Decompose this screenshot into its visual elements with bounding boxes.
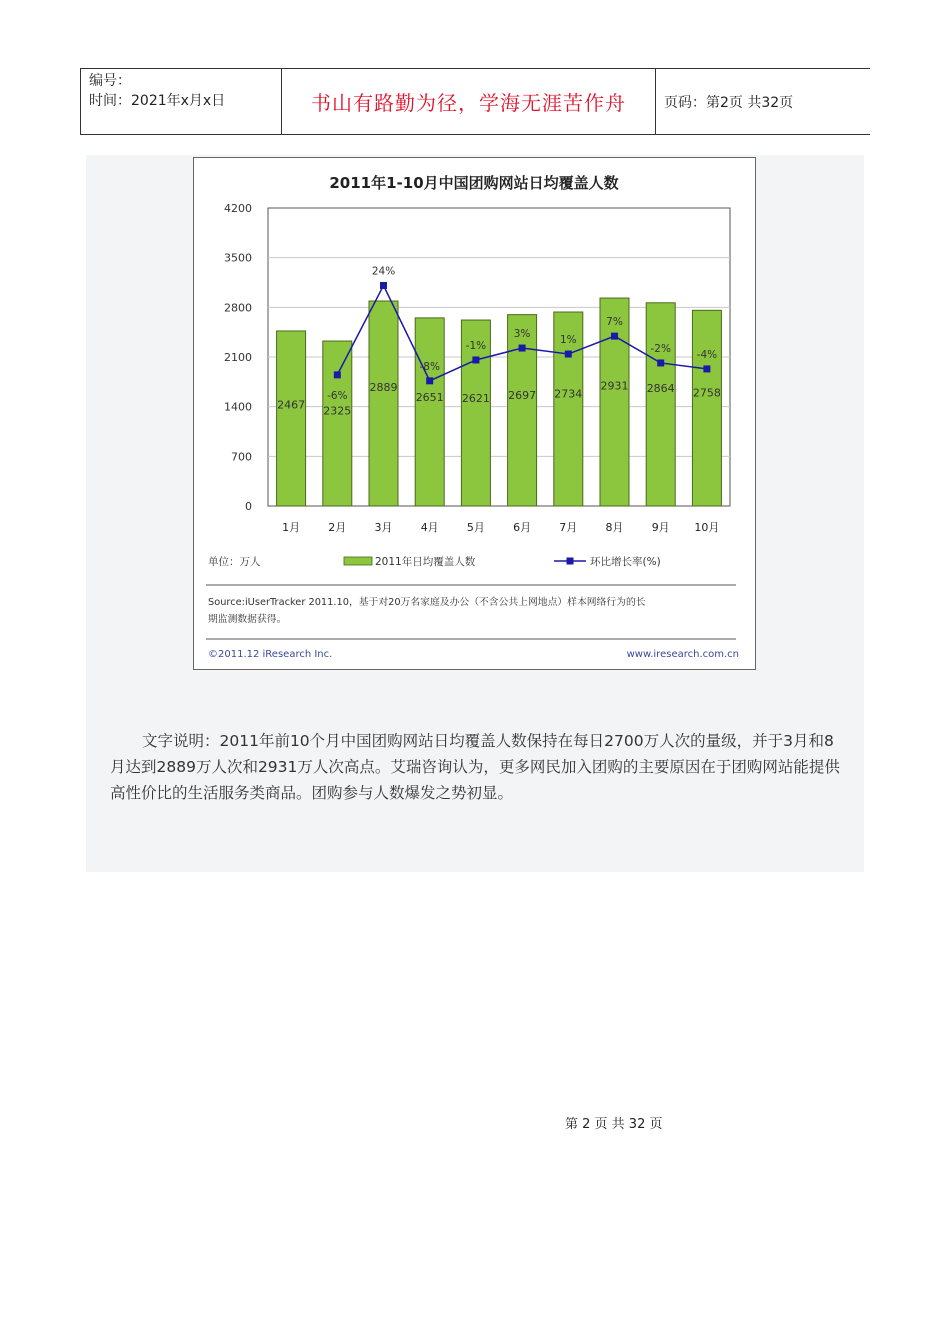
website-text: www.iresearch.com.cn <box>626 649 739 660</box>
growth-label: 3% <box>513 328 531 341</box>
growth-label: -8% <box>419 360 440 373</box>
y-tick-label: 2800 <box>224 301 252 315</box>
chart-container <box>193 157 756 670</box>
bar <box>415 318 444 506</box>
bar <box>508 315 537 506</box>
y-tick-label: 4200 <box>224 202 252 215</box>
header-table <box>80 68 870 135</box>
page-code-cell <box>656 69 871 134</box>
y-tick-label: 3500 <box>224 251 252 265</box>
growth-point <box>611 333 618 340</box>
bar-value-label: 2931 <box>600 379 629 393</box>
bar-value-label: 2325 <box>323 404 352 418</box>
bar <box>600 298 629 506</box>
legend-line-marker <box>567 558 574 565</box>
legend-bar-swatch <box>344 557 372 565</box>
y-tick-label: 1400 <box>224 400 252 414</box>
growth-point <box>472 356 479 363</box>
bar <box>369 301 398 506</box>
motto-cell <box>282 69 656 134</box>
growth-point <box>380 282 387 289</box>
growth-point <box>703 365 710 372</box>
growth-point <box>657 359 664 366</box>
growth-label: -2% <box>650 342 671 355</box>
x-tick-label: 5月 <box>466 521 485 534</box>
bar-value-label: 2734 <box>554 387 583 401</box>
bar <box>646 303 675 506</box>
bar-value-label: 2864 <box>646 382 675 396</box>
growth-point <box>565 351 572 358</box>
unit-label: 单位：万人 <box>208 556 261 568</box>
x-tick-label: 3月 <box>374 521 393 534</box>
growth-label: 7% <box>606 316 623 329</box>
y-tick-label: 700 <box>231 450 252 464</box>
bar-value-label: 2467 <box>277 398 306 412</box>
header-info-cell <box>81 69 282 134</box>
legend-line-label: 环比增长率(%) <box>590 556 661 568</box>
x-tick-label: 1月 <box>282 521 301 534</box>
x-tick-label: 9月 <box>651 521 670 534</box>
bar <box>323 341 352 506</box>
growth-point <box>519 345 526 352</box>
growth-point <box>334 371 341 378</box>
motto-text: 书山有路勤为径，学海无涯苦作舟 <box>311 91 626 115</box>
copyright-text: ©2011.12 iResearch Inc. <box>208 649 333 660</box>
bar-value-label: 2651 <box>415 390 444 404</box>
source-line-1: Source:iUserTracker 2011.10，基于对20万名家庭及办公（不含公共上网地点）样本网络行为的长 <box>208 597 646 608</box>
growth-point <box>426 377 433 384</box>
growth-label: -4% <box>696 348 718 361</box>
growth-label: 1% <box>559 334 577 347</box>
x-tick-label: 2月 <box>328 521 347 534</box>
growth-label: -1% <box>465 339 487 352</box>
source-line-2: 期监测数据获得。 <box>208 614 287 625</box>
chart-svg <box>194 158 755 669</box>
x-tick-label: 10月 <box>694 521 720 534</box>
bar <box>277 331 306 506</box>
y-tick-label: 2100 <box>224 351 252 364</box>
bar-value-label: 2697 <box>508 389 537 403</box>
x-tick-label: 4月 <box>420 521 439 534</box>
bar-value-label: 2621 <box>461 392 490 406</box>
page-footer: 第 2 页 共 32 页 <box>565 1117 663 1132</box>
legend-bar-label: 2011年日均覆盖人数 <box>375 556 476 568</box>
growth-label: -6% <box>327 389 348 402</box>
bar-value-label: 2889 <box>369 381 398 395</box>
bar <box>692 310 721 506</box>
x-tick-label: 6月 <box>513 521 532 534</box>
time-label: 时间：2021年x月x日 <box>89 93 226 109</box>
x-tick-label: 8月 <box>605 521 624 534</box>
bar-value-label: 2758 <box>692 386 721 400</box>
x-tick-label: 7月 <box>559 521 578 534</box>
chart-title: 2011年1-10月中国团购网站日均覆盖人数 <box>329 174 619 192</box>
y-tick-label: 0 <box>245 500 252 513</box>
description-paragraph: 文字说明：2011年前10个月中国团购网站日均覆盖人数保持在每日2700万人次的量级，并于3月和8月达到2889万人次和2931万人次高点。艾瑞咨询认为，更多网民加入团购的主要原因在于团购网站能提供高性价比的生活服务类商品。团购参与人数爆发之势初显。 <box>110 732 840 802</box>
page-code-text: 页码：第2页 共32页 <box>664 94 794 111</box>
growth-label: 24% <box>371 265 396 278</box>
number-label: 编号： <box>89 73 131 89</box>
